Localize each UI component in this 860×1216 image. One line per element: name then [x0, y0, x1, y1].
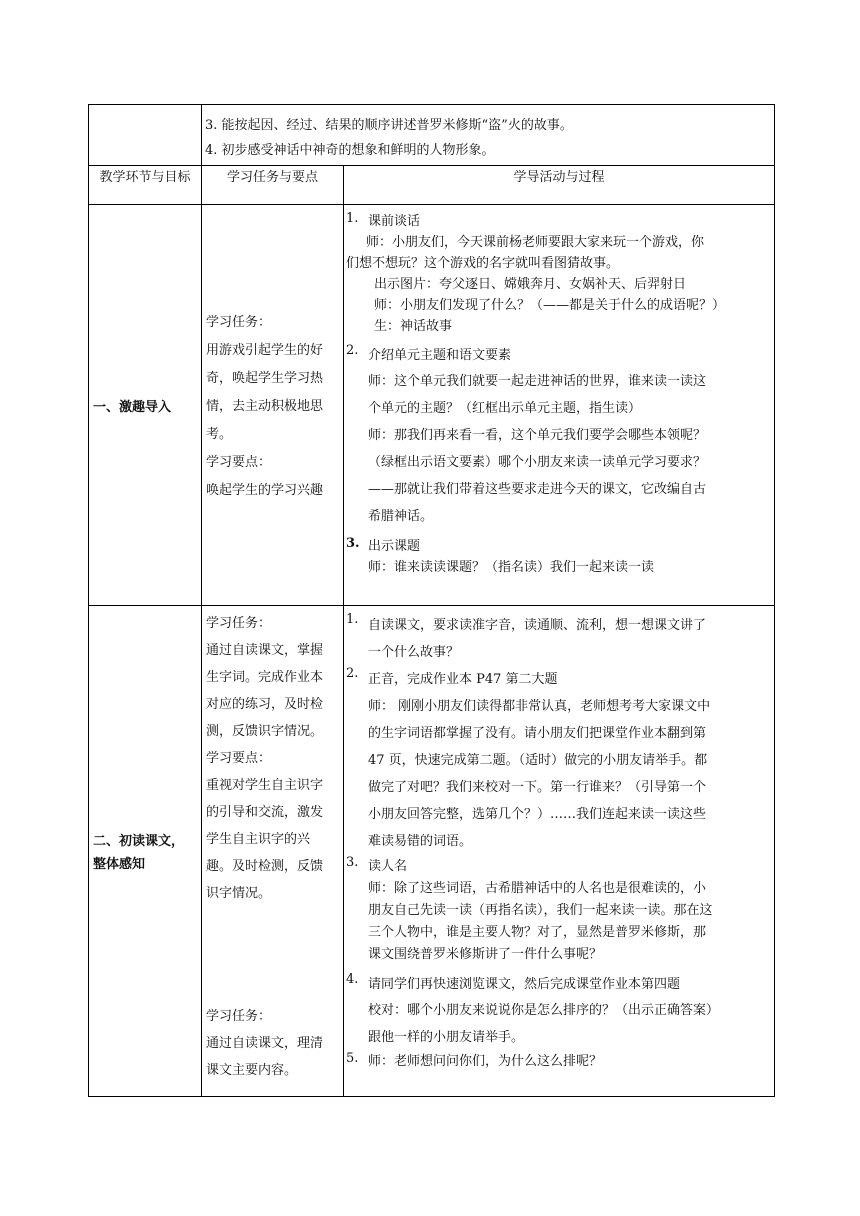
item-number: 4. — [346, 972, 359, 987]
header-stage: 教学环节与目标 — [89, 166, 202, 205]
activity-item-2 — [346, 343, 771, 368]
activity-item-5 — [346, 1051, 771, 1073]
task-line: 学习要点： — [206, 455, 272, 470]
item-title: 请同学们再快速浏览课文，然后完成课堂作业本第四题 — [368, 977, 681, 992]
activity-line: 做完了对吧？我们来校对一下。第一行谁来？（引导第一个 — [368, 780, 707, 795]
activity-line: 师：那我们再来看一看，这个单元我们要学会哪些本领呢？ — [368, 428, 707, 443]
task-line: 学生自主识字的兴 — [206, 832, 311, 847]
task-line: 学习任务： — [206, 315, 272, 330]
item-title: 出示课题 — [368, 539, 421, 554]
activity-line: 小朋友回答完整，选第几个？）……我们连起来读一读这些 — [368, 807, 707, 822]
objective-3: 3. 能按起因、经过、结果的顺序讲述普罗米修斯“盗”火的故事。 — [205, 118, 573, 133]
activity-line: 师：小朋友们，今天课前杨老师要跟大家来玩一个游戏，你 — [366, 235, 705, 250]
task-line: 生字词。完成作业本 — [206, 670, 324, 685]
item-title: 读人名 — [368, 859, 408, 874]
item-title: 正音，完成作业本 P47 第二大题 — [368, 672, 558, 687]
activity-line: 一个什么故事？ — [368, 645, 460, 660]
activity-line: 个单元的主题？（红框出示单元主题，指生读） — [368, 401, 642, 416]
item-body — [368, 612, 771, 666]
task-line: 学习任务： — [206, 616, 272, 631]
task-line: 课文主要内容。 — [206, 1063, 298, 1078]
activity-line: 47 页，快速完成第二题。（适时）做完的小朋友请举手。都 — [368, 753, 708, 768]
activity-line: 出示图片：夸父逐日、嫦娥奔月、女娲补天、后羿射日 — [374, 277, 687, 292]
task-line: 通过自读课文，掌握 — [206, 643, 324, 658]
section-1-tasks — [202, 205, 344, 606]
objectives-cell — [202, 105, 775, 166]
activity-line: 师： 刚刚小朋友们读得都非常认真，老师想考考大家课文中 — [368, 699, 711, 714]
section-2-row — [89, 606, 775, 1097]
activity-line: 师：除了这些词语，古希腊神话中的人名也是很难读的，小 — [368, 881, 707, 896]
activity-line: 三个人物中，谁是主要人物？对了，显然是普罗米修斯，那 — [368, 925, 707, 940]
task-line: 的引导和交流，激发 — [206, 805, 324, 820]
objectives-empty-cell — [89, 105, 202, 166]
section-2-title-line-2: 整体感知 — [93, 857, 146, 872]
activity-item-3 — [346, 855, 771, 878]
section-1-title: 一、激趣导入 — [89, 205, 202, 606]
activity-item-3 — [346, 536, 771, 557]
task-line: 测，反馈识字情况。 — [206, 724, 324, 739]
objective-4: 4. 初步感受神话中神奇的想象和鲜明的人物形象。 — [205, 143, 495, 158]
activity-line: 师：这个单元我们就要一起走进神话的世界，谁来读一读这 — [368, 374, 707, 389]
task-line: 学习任务： — [206, 1009, 272, 1024]
activity-item-2 — [346, 666, 771, 693]
item-number: 1. — [346, 612, 359, 627]
lesson-plan-table — [88, 104, 775, 1097]
item-number: 5. — [346, 1051, 359, 1066]
item-title: 课前谈话 — [368, 214, 421, 229]
item-number: 3. — [346, 855, 359, 870]
item-title: 介绍单元主题和语文要素 — [368, 348, 512, 363]
activity-line: 难读易错的词语。 — [368, 834, 473, 849]
task-line: 奇，唤起学生学习热 — [206, 371, 324, 386]
item-title: 师：老师想问问你们，为什么这么排呢？ — [368, 1054, 603, 1069]
task-line: 情，去主动积极地思 — [206, 399, 324, 414]
activity-line: 自读课文，要求读准字音，读通顺、流利，想一想课文讲了 — [368, 618, 707, 633]
item-number: 2. — [346, 666, 359, 681]
task-line: 唤起学生的学习兴趣 — [206, 483, 324, 498]
section-2-tasks — [202, 606, 344, 1097]
activity-line: （绿框出示语文要素）哪个小朋友来读一读单元学习要求？ — [368, 455, 707, 470]
item-number: 1. — [346, 211, 359, 226]
task-line: 重视对学生自主识字 — [206, 778, 324, 793]
item-number: 3. — [346, 536, 360, 551]
task-line: 考。 — [206, 427, 233, 442]
activity-item-4 — [346, 972, 771, 997]
activity-line: 跟他一样的小朋友请举手。 — [368, 1030, 525, 1045]
task-line: 学习要点： — [206, 751, 272, 766]
activity-line: ——那就让我们带着这些要求走进今天的课文，它改编自古 — [368, 482, 707, 497]
header-activities: 学导活动与过程 — [344, 166, 775, 205]
activity-item-1 — [346, 211, 771, 232]
task-line: 识字情况。 — [206, 886, 272, 901]
section-2-activities — [344, 606, 775, 1097]
section-2-title — [89, 606, 202, 1097]
header-row — [89, 166, 775, 205]
activity-line: 师：小朋友们发现了什么？（——都是关于什么的成语呢？） — [374, 298, 726, 313]
objectives-row — [89, 105, 775, 166]
task-line: 用游戏引起学生的好 — [206, 343, 324, 358]
activity-line: 们想不想玩？这个游戏的名字就叫看图猜故事。 — [346, 256, 620, 271]
item-number: 2. — [346, 343, 359, 358]
header-tasks: 学习任务与要点 — [202, 166, 344, 205]
activity-line: 校对：哪个小朋友来说说你是怎么排序的？（出示正确答案） — [368, 1003, 720, 1018]
activity-line: 生：神话故事 — [374, 319, 453, 334]
section-1-activities — [344, 205, 775, 606]
activity-line: 师：谁来读读课题？（指名读）我们一起来读一读 — [368, 560, 655, 575]
task-line: 趣。及时检测，反馈 — [206, 859, 324, 874]
activity-line: 朋友自己先读一读（再指名读），我们一起来读一读。那在这 — [368, 903, 713, 918]
task-line: 通过自读课文，理清 — [206, 1036, 324, 1051]
activity-line: 的生字词语都掌握了没有。请小朋友们把课堂作业本翻到第 — [368, 726, 707, 741]
activity-line: 希腊神话。 — [368, 509, 434, 524]
activity-item-1 — [346, 612, 771, 666]
task-line: 对应的练习，及时检 — [206, 697, 324, 712]
activity-line: 课文围绕普罗米修斯讲了一件什么事呢？ — [368, 947, 603, 962]
section-2-title-line-1: 二、初读课文， — [93, 834, 185, 849]
section-1-row — [89, 205, 775, 606]
